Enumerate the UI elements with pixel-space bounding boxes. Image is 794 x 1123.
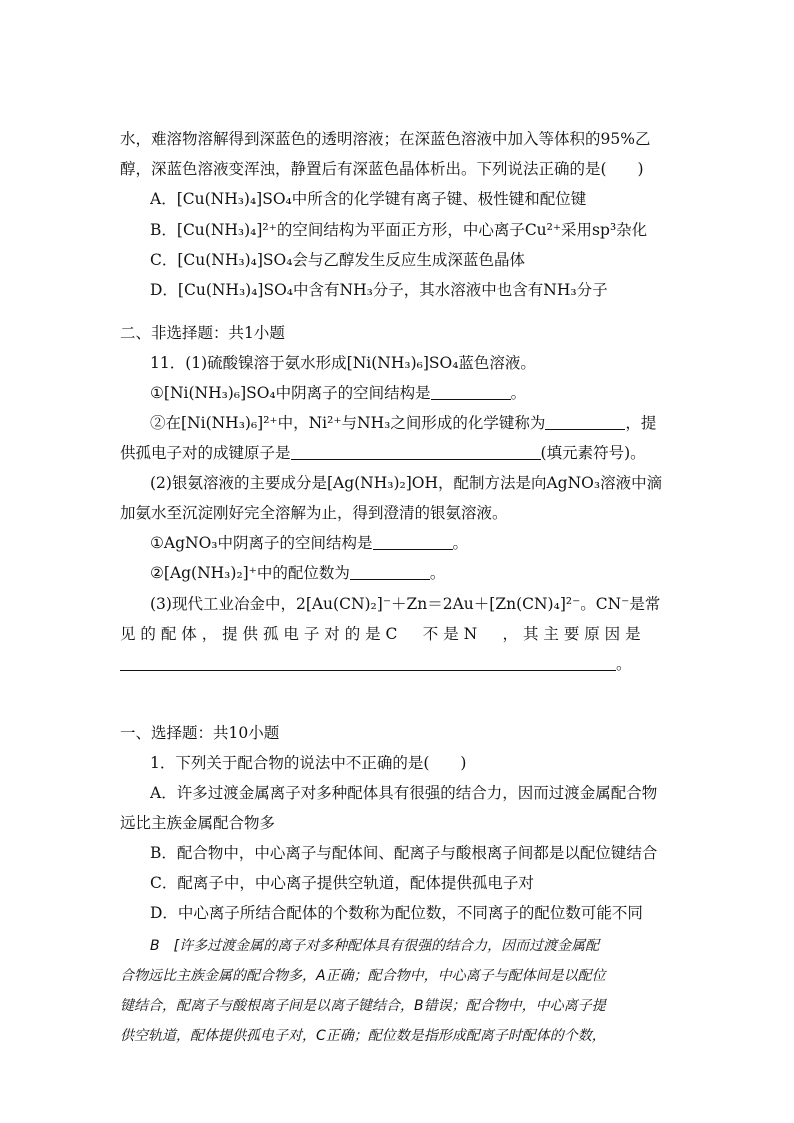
q1-stem: 1．下列关于配合物的说法中不正确的是( ): [150, 754, 467, 772]
option-a: A．[Cu(NH₃)₄]SO₄中所含的化学键有离子键、极性键和配位键: [150, 190, 587, 208]
period: 。: [452, 534, 469, 552]
period: 。: [616, 655, 632, 673]
q1-option-c: C．配离子中，中心离子提供空轨道，配体提供孤电子对: [150, 874, 534, 892]
q11-2-intro-2: 加氨水至沉淀刚好完全溶解为止，得到澄清的银氨溶液。: [120, 504, 508, 522]
answer-blank[interactable]: [291, 443, 541, 460]
option-d: D．[Cu(NH₃)₄]SO₄中含有NH₃分子，其水溶液中也含有NH₃分子: [150, 281, 608, 299]
answer-blank[interactable]: [350, 563, 430, 580]
answer-line-4: 供空轨道，配体提供孤电子对，C正确；配位数是指形成配离子时配体的个数，: [120, 1028, 606, 1044]
option-b: B．[Cu(NH₃)₄]²⁺的空间结构为平面正方形，中心离子Cu²⁺采用sp³杂化: [150, 221, 648, 239]
q11-2-intro: (2)银氨溶液的主要成分是[Ag(NH₃)₂]OH，配制方法是向AgNO₃溶液中滴: [150, 474, 663, 492]
answer-blank[interactable]: [431, 383, 511, 400]
q11-1-a-text: ①[Ni(NH₃)₆]SO₄中阴离子的空间结构是: [150, 384, 431, 402]
q11-3-line-1: (3)现代工业冶金中，2[Au(CN)₂]⁻＋Zn＝2Au＋[Zn(CN)₄]²⁻。CN⁻是常: [150, 595, 661, 613]
answer-blank[interactable]: [120, 654, 616, 671]
q11-intro: 11．(1)硫酸镍溶于氨水形成[Ni(NH₃)₆]SO₄蓝色溶液。: [150, 354, 536, 372]
intro-line-1: 水，难溶物溶解得到深蓝色的透明溶液；在深蓝色溶液中加入等体积的95%乙: [120, 130, 651, 148]
period: 。: [429, 564, 446, 582]
answer-blank[interactable]: [373, 533, 453, 550]
q1-option-d: D．中心离子所结合配体的个数称为配位数，不同离子的配位数可能不同: [150, 904, 643, 922]
intro-line-2: 醇，深蓝色溶液变浑浊，静置后有深蓝色晶体析出。下列说法正确的是( ): [120, 160, 644, 178]
option-c: C．[Cu(NH₃)₄]SO₄会与乙醇发生反应生成深蓝色晶体: [150, 251, 525, 269]
q11-2-b: [150, 562, 676, 584]
q11-1-b-line2: [120, 442, 676, 464]
q11-3-line-2: 见 的 配 体 ， 提 供 孤 电 子 对 的 是 C 不 是 N ， 其 主 要 原 因 是: [120, 625, 641, 643]
q1-option-b: B．配合物中，中心离子与配体间、配离子与酸根离子间都是以配位键结合: [150, 844, 658, 862]
q11-3-line-3: [120, 653, 676, 675]
section-1-heading: 一、选择题：共10小题: [120, 724, 280, 742]
q11-1-b-line2-end: (填元素符号)。: [540, 444, 646, 462]
q11-2-a: [150, 532, 676, 554]
q11-1-a: [150, 382, 676, 404]
q11-2-a-text: ①AgNO₃中阴离子的空间结构是: [150, 534, 373, 552]
q1-option-a-line-1: A．许多过渡金属离子对多种配体具有很强的结合力，因而过渡金属配合物: [150, 784, 658, 802]
q11-1-b-tail: ，提: [625, 414, 657, 432]
q11-1-b-text: ②在[Ni(NH₃)₆]²⁺中，Ni²⁺与NH₃之间形成的化学键称为: [150, 414, 546, 432]
answer-line-2: 合物远比主族金属的配合物多，A正确；配合物中，中心离子与配体间是以配位: [120, 968, 606, 984]
section-2-heading: 二、非选择题：共1小题: [120, 324, 285, 342]
period: 。: [510, 384, 527, 402]
answer-line-1: B [许多过渡金属的离子对多种配体具有很强的结合力，因而过渡金属配: [150, 938, 600, 954]
answer-line-3: 键结合，配离子与酸根离子间是以离子键结合，B错误；配合物中，中心离子提: [120, 998, 606, 1014]
q1-option-a-line-2: 远比主族金属配合物多: [120, 814, 276, 832]
q11-2-b-text: ②[Ag(NH₃)₂]⁺中的配位数为: [150, 564, 350, 582]
q11-1-b-line2-text: 供孤电子对的成键原子是: [120, 444, 291, 462]
q11-1-b: [150, 412, 676, 434]
answer-blank[interactable]: [545, 413, 625, 430]
